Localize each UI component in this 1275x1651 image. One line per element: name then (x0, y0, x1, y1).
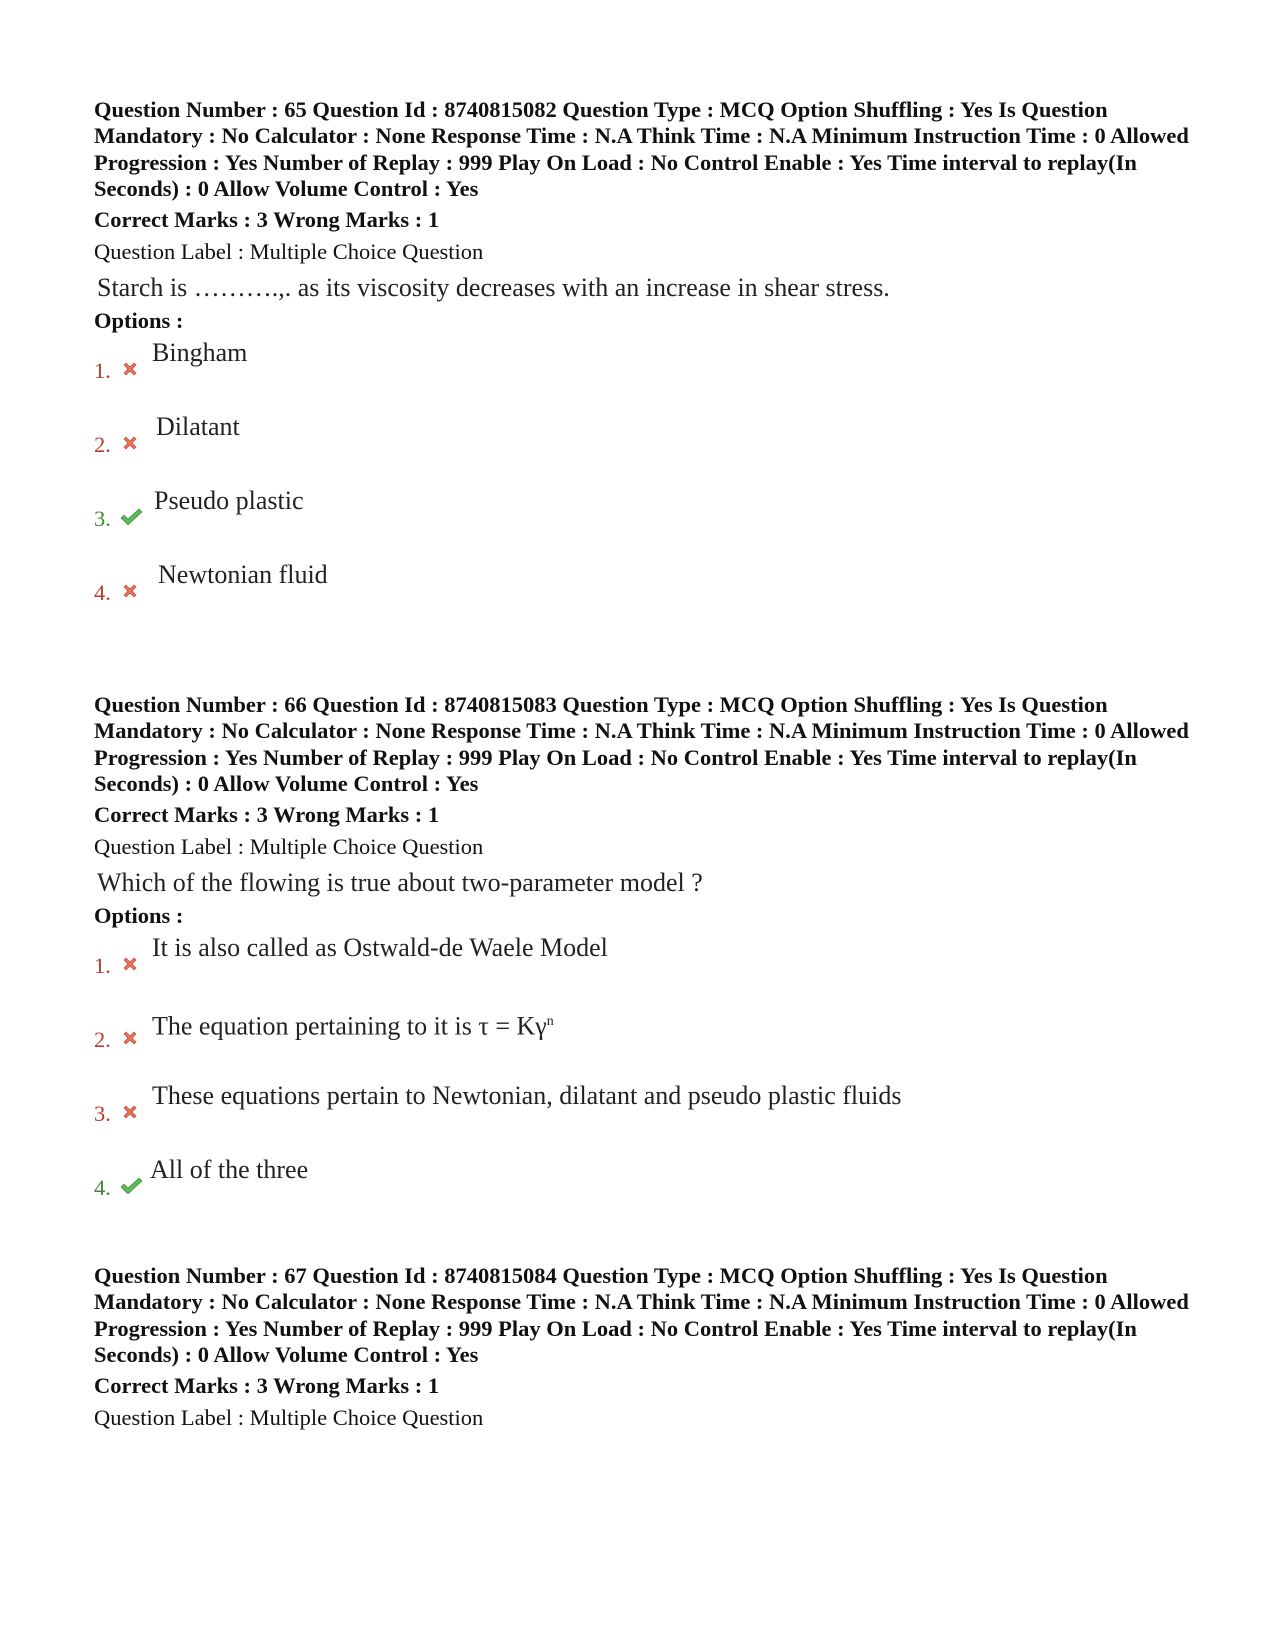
option-item (94, 1081, 1194, 1155)
question-marks: Correct Marks : 3 Wrong Marks : 1 (94, 802, 440, 828)
equation-text: The equation pertaining to it is τ = Kγ (152, 1011, 547, 1041)
cross-icon (119, 1027, 141, 1049)
question-meta: Question Number : 67 Question Id : 8740815084 Question Type : MCQ Option Shuffling : Yes Is Question Mandatory : No Calculator : None Response Time : N.A Think Time : N.A Minimum Instruction Time : 0 Allowed Progression : Yes Number of Replay : 999 Play On Load : No Control Enable : Yes Time interval to replay(In Seconds) : 0 Allow Volume Control : Yes (94, 1263, 1189, 1367)
cross-icon (119, 358, 141, 380)
cross-icon (119, 1101, 141, 1123)
option-text: Newtonian fluid (158, 560, 328, 590)
equation-exponent: n (546, 1014, 554, 1030)
option-number: 4. (94, 580, 111, 606)
option-number: 3. (94, 506, 111, 532)
question-block-65 (94, 97, 1194, 634)
question-label: Question Label : Multiple Choice Question (94, 1405, 484, 1431)
cross-icon (119, 580, 141, 602)
option-text: Dilatant (156, 412, 240, 442)
option-text: These equations pertain to Newtonian, dilatant and pseudo plastic fluids (152, 1081, 902, 1111)
option-text: Pseudo plastic (154, 486, 304, 516)
check-icon (119, 1175, 141, 1197)
question-marks: Correct Marks : 3 Wrong Marks : 1 (94, 1373, 440, 1399)
options-heading: Options : (94, 308, 184, 334)
option-number: 2. (94, 1027, 111, 1053)
check-icon (119, 506, 141, 528)
option-item (94, 486, 1194, 560)
option-number: 2. (94, 432, 111, 458)
options-heading: Options : (94, 903, 184, 929)
option-item (94, 1155, 1194, 1229)
options-list (94, 338, 1194, 634)
options-list (94, 933, 1194, 1229)
question-text: Which of the flowing is true about two-parameter model ? (97, 868, 703, 898)
option-item (94, 933, 1194, 1007)
option-item (94, 338, 1194, 412)
option-number: 1. (94, 358, 111, 384)
option-number: 4. (94, 1175, 111, 1201)
option-item (94, 560, 1194, 634)
question-block-67 (94, 1263, 1194, 1431)
question-block-66 (94, 692, 1194, 1229)
option-item (94, 1007, 1194, 1081)
question-meta: Question Number : 66 Question Id : 8740815083 Question Type : MCQ Option Shuffling : Yes Is Question Mandatory : No Calculator : None Response Time : N.A Think Time : N.A Minimum Instruction Time : 0 Allowed Progression : Yes Number of Replay : 999 Play On Load : No Control Enable : Yes Time interval to replay(In Seconds) : 0 Allow Volume Control : Yes (94, 692, 1189, 796)
question-label: Question Label : Multiple Choice Question (94, 834, 484, 860)
question-text: Starch is ……….,. as its viscosity decreases with an increase in shear stress. (97, 273, 890, 303)
cross-icon (119, 432, 141, 454)
option-text: Bingham (152, 338, 248, 368)
option-text: All of the three (150, 1155, 309, 1185)
option-text: It is also called as Ostwald-de Waele Model (152, 933, 608, 963)
question-label: Question Label : Multiple Choice Question (94, 239, 484, 265)
option-number: 1. (94, 953, 111, 979)
question-marks: Correct Marks : 3 Wrong Marks : 1 (94, 207, 440, 233)
option-number: 3. (94, 1101, 111, 1127)
question-meta: Question Number : 65 Question Id : 8740815082 Question Type : MCQ Option Shuffling : Yes Is Question Mandatory : No Calculator : None Response Time : N.A Think Time : N.A Minimum Instruction Time : 0 Allowed Progression : Yes Number of Replay : 999 Play On Load : No Control Enable : Yes Time interval to replay(In Seconds) : 0 Allow Volume Control : Yes (94, 97, 1189, 201)
cross-icon (119, 953, 141, 975)
option-item (94, 412, 1194, 486)
option-text (152, 1007, 554, 1042)
